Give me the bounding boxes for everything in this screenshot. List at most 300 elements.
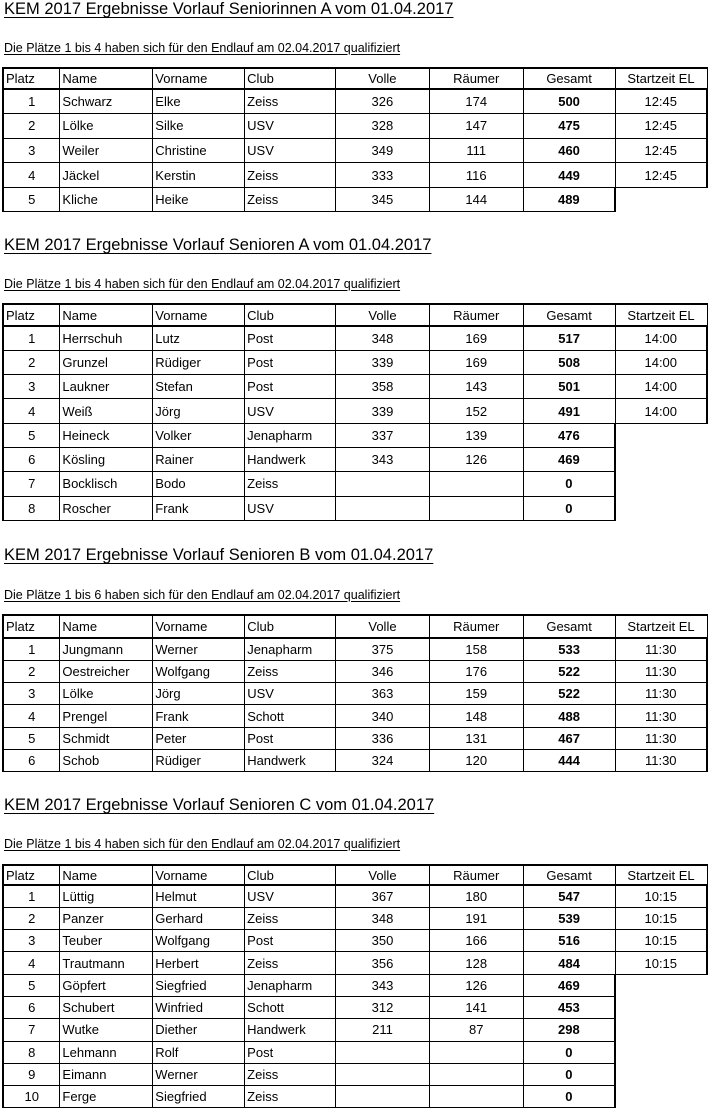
table-cell: Werner [153,638,245,660]
table-row [3,885,707,907]
table-cell: Diether [153,1019,245,1041]
table-cell: 5 [3,727,60,749]
table-cell: 3 [3,930,60,952]
table-cell: Jörg [153,399,245,423]
table-cell: 3 [3,138,60,163]
table-cell: Heike [153,187,245,212]
qualification-note: Die Plätze 1 bis 4 haben sich für den Endlauf am 02.04.2017 qualifiziert [4,277,401,291]
table-cell: 5 [3,187,60,212]
qualification-note: Die Plätze 1 bis 6 haben sich für den Endlauf am 02.04.2017 qualifiziert [4,588,401,602]
table-cell: Prengel [60,705,153,727]
table-cell: 180 [429,885,523,907]
table-cell: Lutz [153,326,245,350]
table-cell: 340 [336,705,430,727]
table-cell: 5 [3,423,60,447]
table-cell: 6 [3,447,60,471]
results-table [2,303,708,521]
table-cell: Oestreicher [60,660,153,682]
table-cell: 143 [429,375,523,399]
table-cell: Zeiss [245,1063,336,1085]
table-cell: 516 [523,930,615,952]
table-cell: 111 [429,138,523,163]
table-cell: 10:15 [615,930,707,952]
table-cell: 7 [3,1019,60,1041]
table-cell [429,472,523,496]
table-cell-empty [615,1086,707,1108]
table-cell: 522 [523,660,615,682]
table-row [3,1063,707,1085]
table-cell: 501 [523,375,615,399]
table-cell: Eimann [60,1063,153,1085]
results-table [2,864,708,1108]
table-cell: Jenapharm [245,638,336,660]
results-table [2,614,708,772]
table-cell: 9 [3,1063,60,1085]
table-cell: Rüdiger [153,749,245,771]
table-cell: 444 [523,749,615,771]
table-cell: 144 [429,187,523,212]
table-cell: Heineck [60,423,153,447]
table-cell: 10:15 [615,907,707,929]
table-cell: 131 [429,727,523,749]
table-cell: 476 [523,423,615,447]
table-cell: 333 [335,163,429,188]
table-cell: Lölke [60,114,153,139]
table-cell: 176 [429,660,523,682]
table-cell: Silke [153,114,245,139]
table-cell: 126 [429,447,523,471]
table-cell: 324 [336,749,430,771]
table-cell: Göpfert [60,974,153,996]
table-cell: Jungmann [60,638,153,660]
table-cell: 3 [3,683,60,705]
table-cell: 460 [523,138,615,163]
table-cell: 326 [335,89,429,114]
table-cell: 491 [523,399,615,423]
table-cell: Zeiss [245,907,336,929]
column-header: Name [60,68,153,89]
table-row [3,375,707,399]
table-cell: 522 [523,683,615,705]
section-title: KEM 2017 Ergebnisse Vorlauf Seniorinnen A vom 01.04.2017 [4,0,454,18]
column-header: Platz [3,615,60,638]
column-header: Räumer [429,304,523,326]
table-cell: 1 [3,638,60,660]
table-row [3,996,707,1018]
table-cell-empty [615,423,707,447]
table-cell: 14:00 [615,350,707,374]
table-cell: Trautmann [60,952,153,974]
table-cell: USV [245,399,336,423]
table-cell: Jenapharm [245,423,336,447]
table-cell: 147 [429,114,523,139]
table-cell: 0 [523,496,615,520]
table-cell: 467 [523,727,615,749]
table-cell: 126 [429,974,523,996]
table-cell: Wolfgang [153,660,245,682]
table-cell: Post [245,930,336,952]
table-cell: 11:30 [615,749,707,771]
table-cell: Zeiss [245,660,336,682]
table-cell: 500 [523,89,615,114]
table-cell: Winfried [153,996,245,1018]
table-cell: 12:45 [615,138,707,163]
table-cell: Jörg [153,683,245,705]
table-cell: 152 [429,399,523,423]
table-cell: 547 [523,885,615,907]
table-cell: 3 [3,375,60,399]
table-cell: Rolf [153,1041,245,1063]
table-cell: Post [245,350,336,374]
table-cell: 4 [3,399,60,423]
table-cell: 12:45 [615,163,707,188]
column-header: Club [245,304,336,326]
table-cell [336,496,430,520]
table-cell: 358 [336,375,430,399]
table-row [3,496,707,520]
table-cell: 349 [335,138,429,163]
table-cell: Stefan [153,375,245,399]
table-cell: USV [245,138,336,163]
table-row [3,447,707,471]
table-cell: Schwarz [60,89,153,114]
table-cell: 1 [3,885,60,907]
table-cell: 11:30 [615,683,707,705]
table-row [3,138,707,163]
table-row [3,1041,707,1063]
table-cell: 128 [429,952,523,974]
table-cell: 116 [429,163,523,188]
table-cell: USV [245,496,336,520]
table-cell: Schubert [60,996,153,1018]
table-cell: USV [245,885,336,907]
table-cell: Post [245,1041,336,1063]
table-row [3,705,707,727]
table-cell: 158 [429,638,523,660]
table-cell: Volker [153,423,245,447]
table-cell: 0 [523,1041,615,1063]
table-cell: 139 [429,423,523,447]
table-row [3,1086,707,1108]
column-header: Name [60,304,153,326]
table-row [3,89,707,114]
table-row [3,907,707,929]
table-cell: 345 [335,187,429,212]
table-cell-empty [615,496,707,520]
table-cell: 367 [336,885,430,907]
table-cell: Zeiss [245,952,336,974]
table-cell [336,472,430,496]
table-cell: 120 [429,749,523,771]
table-cell: 169 [429,350,523,374]
table-cell: Kerstin [153,163,245,188]
table-cell: USV [245,114,336,139]
table-cell: 0 [523,1063,615,1085]
table-cell: Grunzel [60,350,153,374]
table-cell: 191 [429,907,523,929]
table-cell: 1 [3,89,60,114]
column-header: Name [60,615,153,638]
table-cell: 8 [3,1041,60,1063]
table-cell-empty [615,187,707,212]
table-cell: Siegfried [153,974,245,996]
column-header: Startzeit EL [615,615,707,638]
column-header: Club [245,68,336,89]
table-cell: Wutke [60,1019,153,1041]
table-row [3,350,707,374]
table-cell [336,1041,430,1063]
column-header: Club [245,615,336,638]
table-cell: Handwerk [245,447,336,471]
column-header: Vorname [153,615,245,638]
table-cell: 517 [523,326,615,350]
table-cell: 2 [3,350,60,374]
table-cell: Bocklisch [60,472,153,496]
table-cell: Christine [153,138,245,163]
table-cell: Elke [153,89,245,114]
table-cell: Ferge [60,1086,153,1108]
table-cell: Jenapharm [245,974,336,996]
table-cell: 475 [523,114,615,139]
column-header: Volle [335,68,429,89]
table-cell: 11:30 [615,727,707,749]
table-cell-empty [615,447,707,471]
table-cell: Panzer [60,907,153,929]
table-cell: Herrschuh [60,326,153,350]
table-cell: Schott [245,705,336,727]
table-cell [429,1041,523,1063]
column-header: Gesamt [523,68,615,89]
table-cell: Schott [245,996,336,1018]
table-cell: 6 [3,996,60,1018]
column-header: Platz [3,865,60,885]
table-cell: 363 [336,683,430,705]
table-cell: 343 [336,974,430,996]
table-cell: Post [245,375,336,399]
column-header: Räumer [429,68,523,89]
table-cell: 348 [336,326,430,350]
table-cell: 339 [336,350,430,374]
qualification-note: Die Plätze 1 bis 4 haben sich für den Endlauf am 02.04.2017 qualifiziert [4,837,401,851]
table-cell: 6 [3,749,60,771]
table-cell [336,1063,430,1085]
table-cell: 11:30 [615,638,707,660]
table-cell: 348 [336,907,430,929]
table-cell [429,496,523,520]
table-cell: Handwerk [245,749,336,771]
table-cell: Laukner [60,375,153,399]
column-header: Volle [336,865,430,885]
table-cell-empty [615,1019,707,1041]
table-cell: Rainer [153,447,245,471]
column-header: Vorname [153,304,245,326]
table-cell: Post [245,727,336,749]
table-cell: 356 [336,952,430,974]
table-cell: 469 [523,974,615,996]
table-cell: 11:30 [615,660,707,682]
table-cell: 4 [3,952,60,974]
table-cell: 346 [336,660,430,682]
table-cell: 2 [3,114,60,139]
table-row [3,472,707,496]
table-cell: 141 [429,996,523,1018]
table-cell: Bodo [153,472,245,496]
table-cell: Zeiss [245,1086,336,1108]
table-cell: 328 [335,114,429,139]
column-header: Volle [336,615,430,638]
table-cell: Schmidt [60,727,153,749]
table-cell-empty [615,974,707,996]
table-row [3,114,707,139]
table-cell: 159 [429,683,523,705]
table-cell: 469 [523,447,615,471]
table-cell: 10:15 [615,885,707,907]
column-header: Name [60,865,153,885]
table-cell: Lehmann [60,1041,153,1063]
table-cell: Schob [60,749,153,771]
table-row [3,749,707,771]
table-cell: 337 [336,423,430,447]
table-cell: 539 [523,907,615,929]
table-cell: 169 [429,326,523,350]
table-cell: 449 [523,163,615,188]
table-row [3,187,707,212]
table-cell: 12:45 [615,114,707,139]
table-cell: 14:00 [615,326,707,350]
table-cell-empty [615,996,707,1018]
column-header: Volle [336,304,430,326]
table-cell: 488 [523,705,615,727]
table-cell: 0 [523,472,615,496]
table-cell: Handwerk [245,1019,336,1041]
column-header: Räumer [429,865,523,885]
qualification-note: Die Plätze 1 bis 4 haben sich für den Endlauf am 02.04.2017 qualifiziert [4,41,401,55]
column-header: Startzeit EL [615,68,707,89]
table-cell: 2 [3,907,60,929]
table-cell: 489 [523,187,615,212]
column-header: Startzeit EL [615,304,707,326]
table-cell: Teuber [60,930,153,952]
table-cell [429,1063,523,1085]
table-cell [429,1086,523,1108]
table-cell: 533 [523,638,615,660]
table-row [3,930,707,952]
table-cell: 484 [523,952,615,974]
table-cell: 350 [336,930,430,952]
table-cell: 8 [3,496,60,520]
table-cell: 5 [3,974,60,996]
table-cell: 0 [523,1086,615,1108]
table-cell: Lüttig [60,885,153,907]
table-cell: Frank [153,705,245,727]
table-row [3,660,707,682]
table-cell: 10:15 [615,952,707,974]
table-cell: Jäckel [60,163,153,188]
column-header: Platz [3,304,60,326]
table-cell: Zeiss [245,163,336,188]
table-cell: 166 [429,930,523,952]
table-row [3,952,707,974]
table-cell: Gerhard [153,907,245,929]
table-cell: Frank [153,496,245,520]
table-cell: 508 [523,350,615,374]
table-cell: Siegfried [153,1086,245,1108]
table-row [3,974,707,996]
table-cell: Helmut [153,885,245,907]
table-cell: 11:30 [615,705,707,727]
column-header: Startzeit EL [615,865,707,885]
table-cell: 211 [336,1019,430,1041]
column-header: Vorname [153,68,245,89]
table-cell: 87 [429,1019,523,1041]
table-row [3,326,707,350]
table-cell: Kliche [60,187,153,212]
table-cell: 453 [523,996,615,1018]
table-cell: Wolfgang [153,930,245,952]
table-row [3,727,707,749]
column-header: Gesamt [523,615,615,638]
table-row [3,638,707,660]
table-cell: 1 [3,326,60,350]
table-cell: Post [245,326,336,350]
table-cell-empty [615,1041,707,1063]
column-header: Club [245,865,336,885]
table-cell: 14:00 [615,375,707,399]
table-cell: Roscher [60,496,153,520]
table-cell: Rüdiger [153,350,245,374]
table-cell: Herbert [153,952,245,974]
table-cell: USV [245,683,336,705]
table-cell [336,1086,430,1108]
table-cell: Zeiss [245,89,336,114]
table-cell: Kösling [60,447,153,471]
table-cell: Weiß [60,399,153,423]
column-header: Räumer [429,615,523,638]
column-header: Vorname [153,865,245,885]
table-row [3,683,707,705]
table-cell: 7 [3,472,60,496]
table-cell: Weiler [60,138,153,163]
table-cell: 339 [336,399,430,423]
column-header: Gesamt [523,865,615,885]
table-cell: 4 [3,163,60,188]
table-cell-empty [615,472,707,496]
column-header: Platz [3,68,60,89]
results-table [2,67,708,212]
table-cell: 336 [336,727,430,749]
table-row [3,163,707,188]
table-cell: 343 [336,447,430,471]
table-row [3,423,707,447]
table-cell: Zeiss [245,187,336,212]
table-cell: 298 [523,1019,615,1041]
table-row [3,1019,707,1041]
table-cell: 4 [3,705,60,727]
table-cell: 2 [3,660,60,682]
column-header: Gesamt [523,304,615,326]
section-title: KEM 2017 Ergebnisse Vorlauf Senioren A vom 01.04.2017 [4,236,432,254]
table-cell: 148 [429,705,523,727]
section-title: KEM 2017 Ergebnisse Vorlauf Senioren C vom 01.04.2017 [4,796,435,814]
table-cell: Werner [153,1063,245,1085]
table-cell: 10 [3,1086,60,1108]
table-cell: 174 [429,89,523,114]
section-title: KEM 2017 Ergebnisse Vorlauf Senioren B vom 01.04.2017 [4,546,434,564]
table-cell: 12:45 [615,89,707,114]
table-row [3,399,707,423]
table-cell: Lölke [60,683,153,705]
table-cell: 375 [336,638,430,660]
